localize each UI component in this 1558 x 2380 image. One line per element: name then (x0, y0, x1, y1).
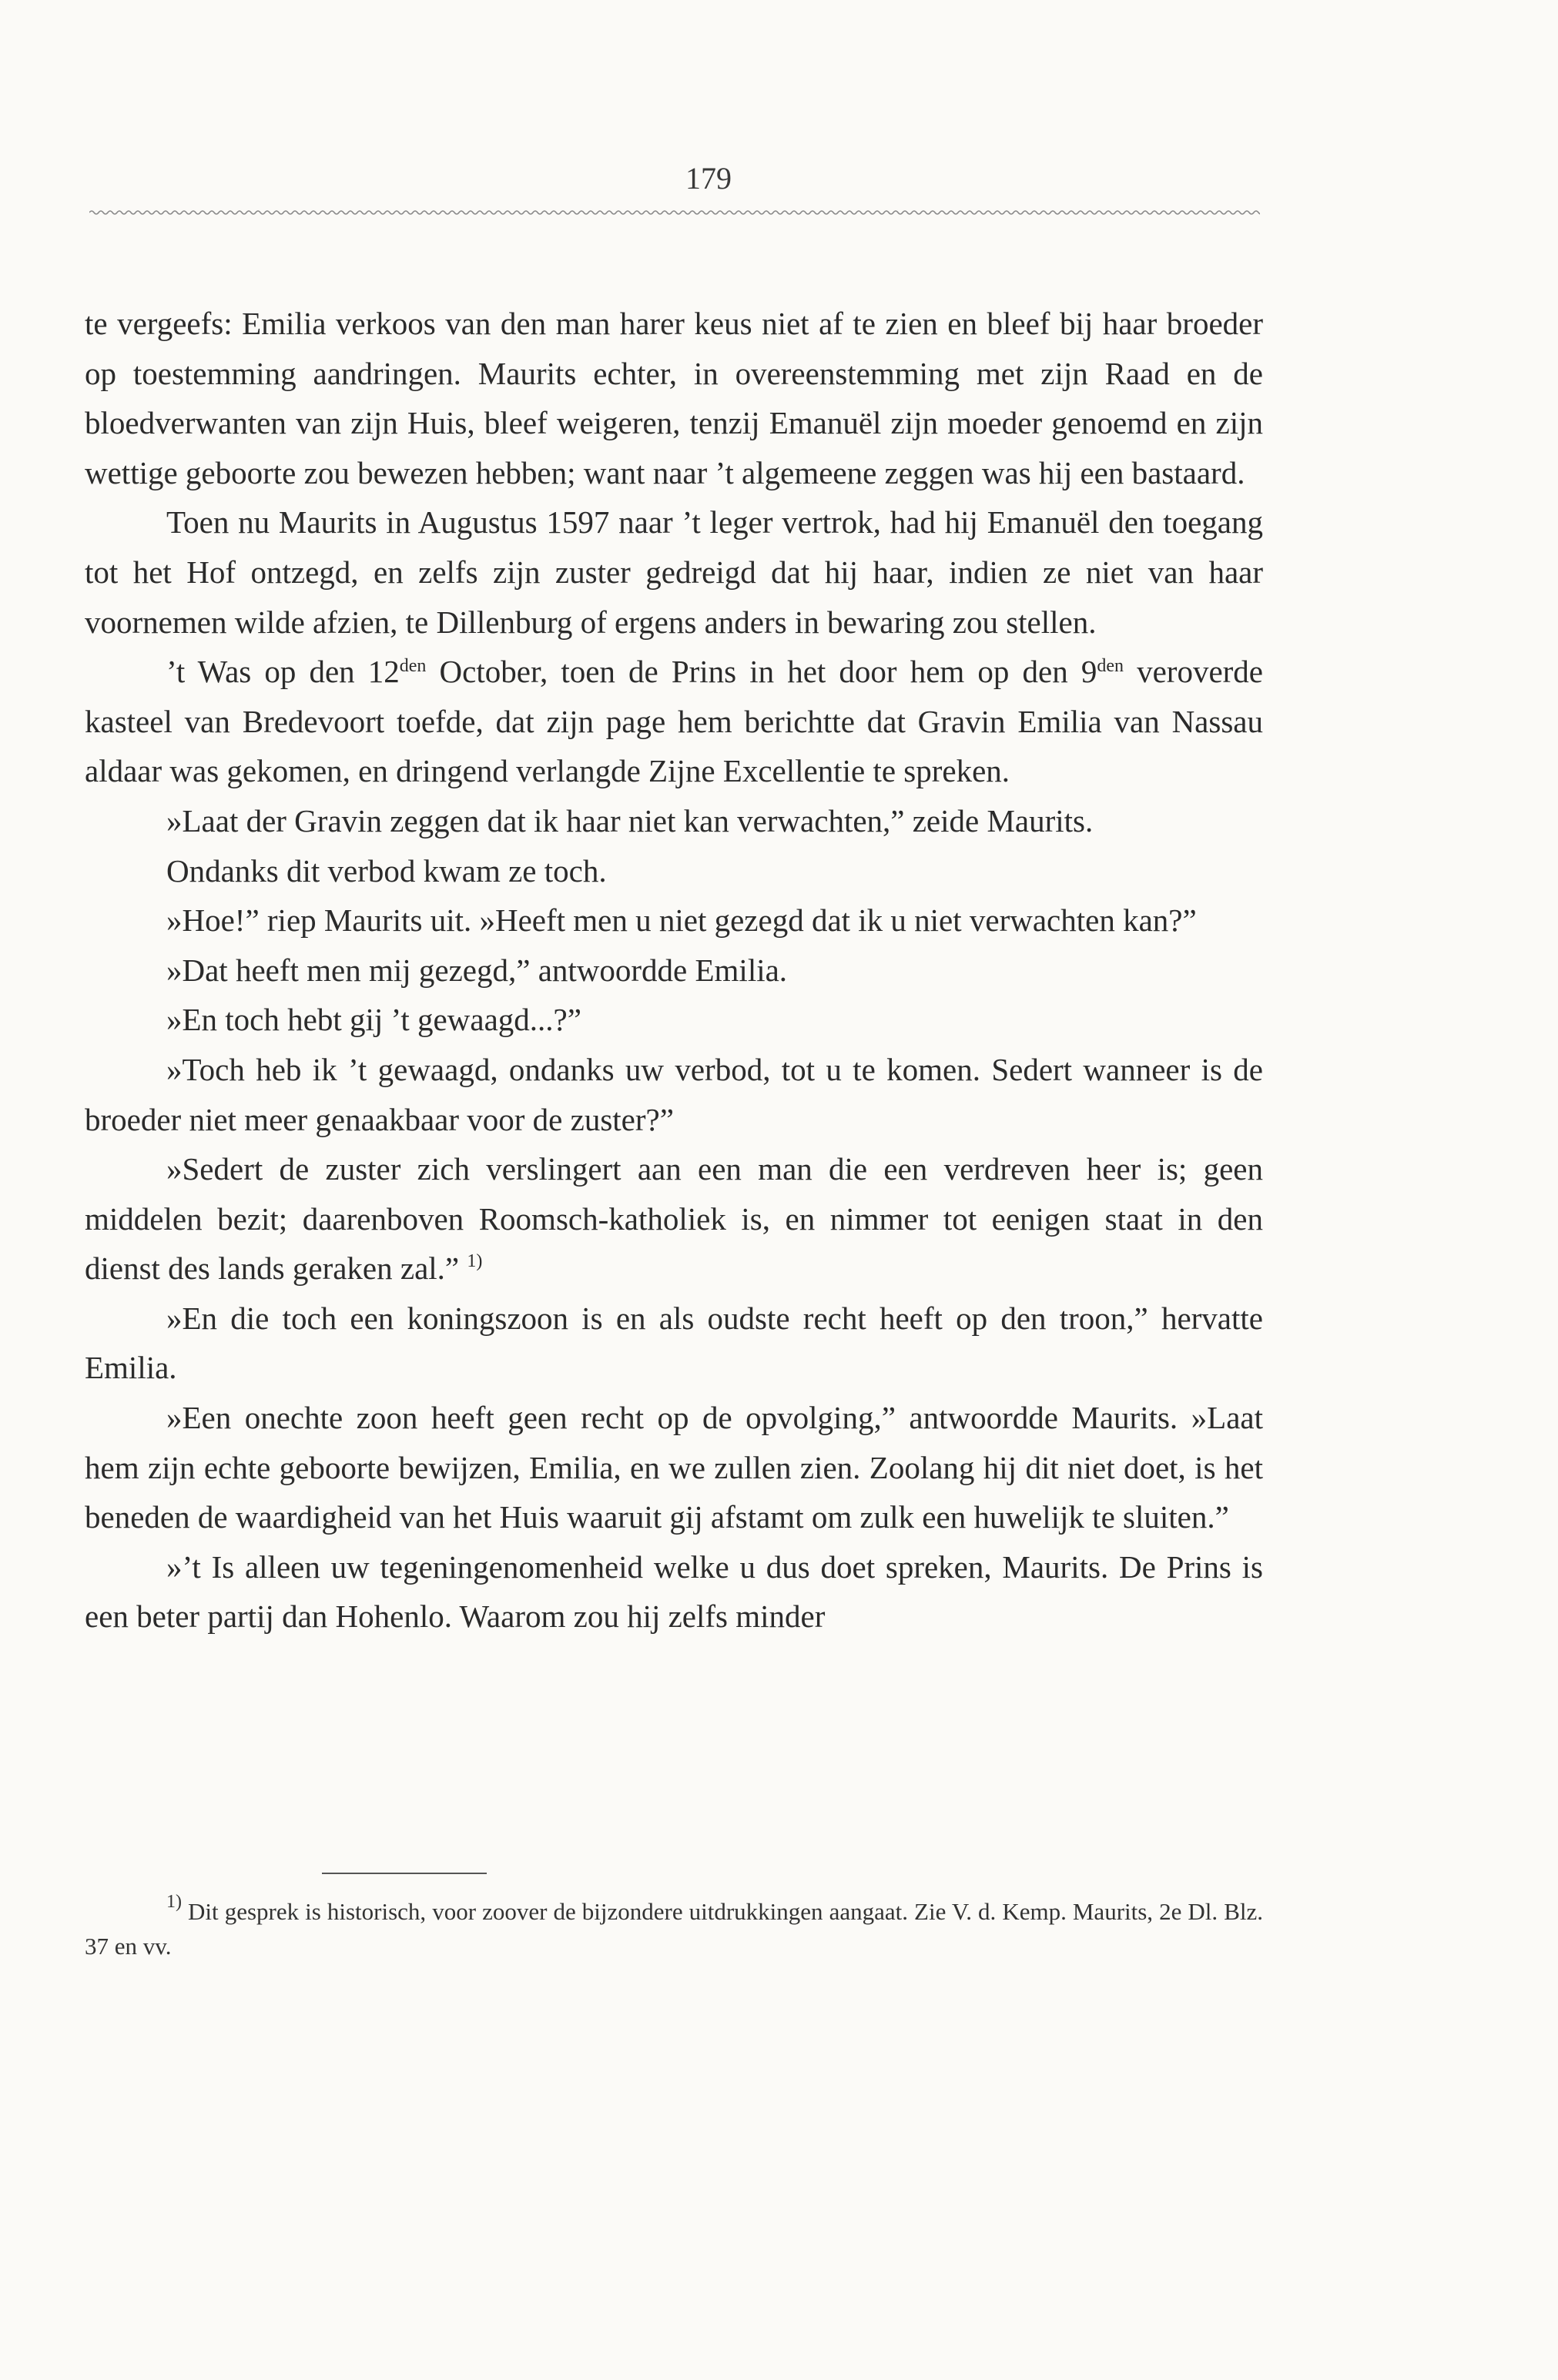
paragraph-8: »En toch hebt gij ’t gewaagd...?” (166, 1002, 581, 1038)
paragraph-10-text: »Sedert de zuster zich verslingert aan een man die een verdreven heer is; geen middelen bezit; daarenboven Roomsch-katholiek is, en nimmer tot eenigen staat in den dienst des lands geraken zal.” (85, 1151, 1263, 1287)
footnote-divider (322, 1873, 487, 1874)
footnote-text: Dit gesprek is historisch, voor zoover de bijzondere uitdrukkingen aangaat. Zie V. d. Kemp. Maurits, 2e Dl. Blz. 37 en vv. (85, 1898, 1263, 1960)
paragraph-12: »Een onechte zoon heeft geen recht op de opvolging,” antwoordde Maurits. »Laat hem zijn echte geboorte bewijzen, Emilia, en we zullen zien. Zoolang hij dit niet doet, is het beneden de waardigheid van het Huis waaruit gij afstamt om zulk een huwelijk te sluiten.” (85, 1400, 1263, 1535)
body-text (85, 299, 1263, 1642)
paragraph-6: »Hoe!” riep Maurits uit. »Heeft men u niet gezegd dat ik u niet verwachten kan?” (166, 902, 1197, 939)
paragraph-3-part-c: veroverde kasteel van Bredevoort toefde, dat zijn page hem berichtte dat Gravin Emilia van Nassau aldaar was gekomen, en dringend verlangde Zijne Excellentie te spreken. (85, 654, 1263, 789)
footnote-marker: 1) (166, 1892, 182, 1912)
paragraph-3-part-b: October, toen de Prins in het door hem op den 9 (426, 654, 1097, 690)
paragraph-3 (85, 647, 1263, 796)
ordinal-suffix: den (1097, 656, 1124, 677)
decorative-wavy-rule (89, 206, 1260, 219)
ordinal-suffix: den (399, 656, 427, 677)
paragraph-11: »En die toch een koningszoon is en als oudste recht heeft op den troon,” hervatte Emilia. (85, 1300, 1263, 1386)
paragraph-9: »Toch heb ik ’t gewaagd, ondanks uw verbod, tot u te komen. Sedert wanneer is de broeder niet meer genaakbaar voor de zuster?” (85, 1051, 1263, 1137)
paragraph-13: »’t Is alleen uw tegeningenomenheid welke u dus doet spreken, Maurits. De Prins is een beter partij dan Hohenlo. Waarom zou hij zelfs minder (85, 1548, 1263, 1635)
paragraph-10 (85, 1144, 1263, 1294)
paragraph-5: Ondanks dit verbod kwam ze toch. (166, 852, 607, 889)
paragraph-1: te vergeefs: Emilia verkoos van den man harer keus niet af te zien en bleef bij haar broeder op toestemming aandringen. Maurits echter, in overeenstemming met zijn Raad en de bloedverwanten van zijn Huis, bleef weigeren, tenzij Emanuël zijn moeder genoemd en zijn wettige geboorte zou bewezen hebben; want naar ’t algemeene zeggen was hij een bastaard. (85, 306, 1263, 490)
page-number: 179 (685, 161, 732, 196)
paragraph-2: Toen nu Maurits in Augustus 1597 naar ’t leger vertrok, had hij Emanuël den toegang tot het Hof ontzegd, en zelfs zijn zuster gedreigd dat hij haar, indien ze niet van haar voornemen wilde afzien, te Dillenburg of ergens anders in bewaring zou stellen. (85, 504, 1263, 640)
footnote-reference[interactable]: 1) (467, 1251, 483, 1272)
footnote (85, 1894, 1263, 1963)
paragraph-3-part-a: ’t Was op den 12 (166, 654, 400, 690)
paragraph-7: »Dat heeft men mij gezegd,” antwoordde Emilia. (166, 952, 788, 988)
paragraph-4: »Laat der Gravin zeggen dat ik haar niet kan verwachten,” zeide Maurits. (166, 802, 1094, 839)
